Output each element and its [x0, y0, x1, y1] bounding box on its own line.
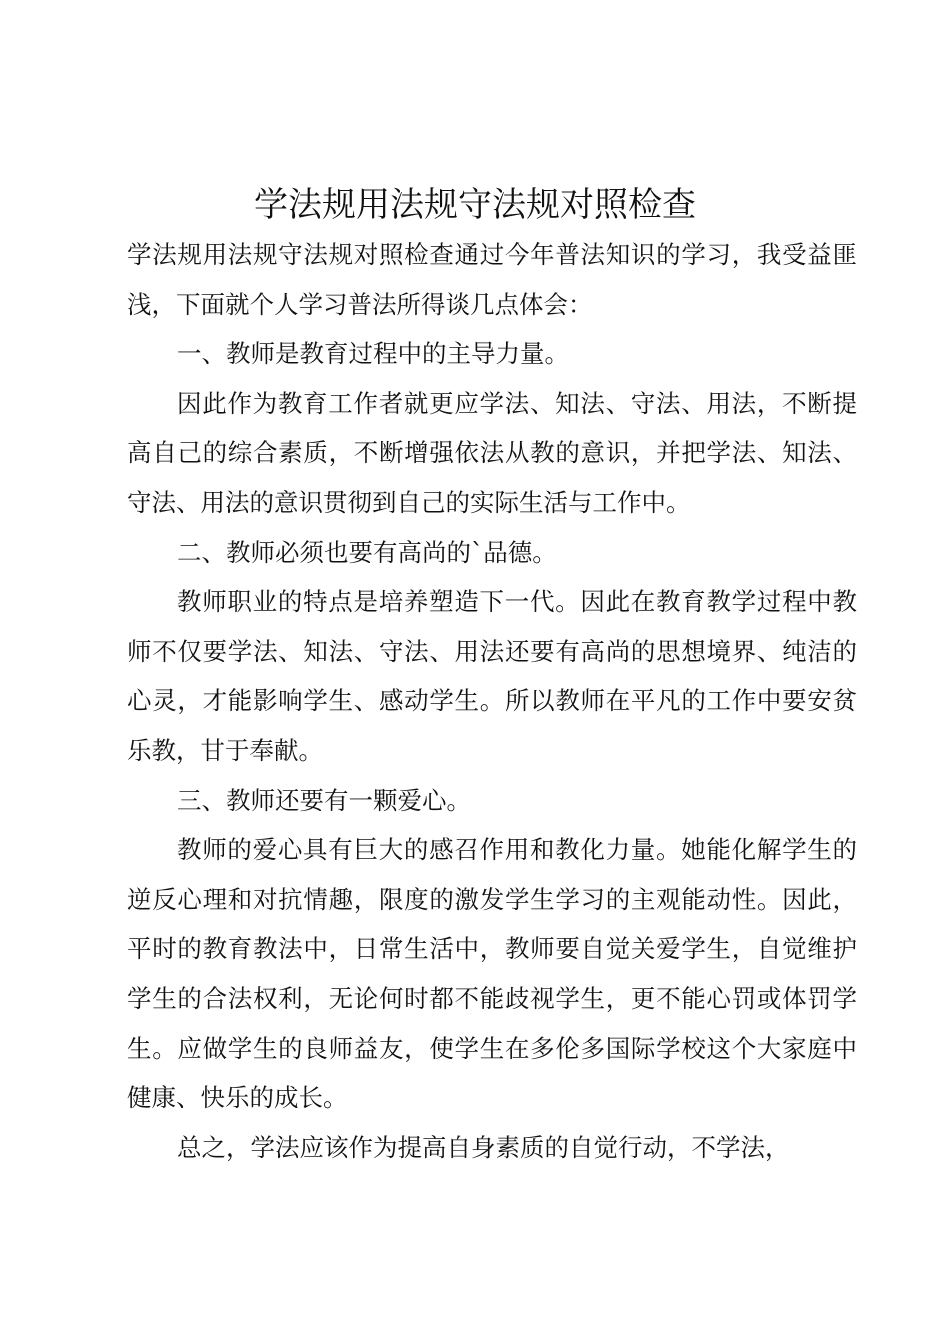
heading-point-two: 二、教师必须也要有高尚的`品德。: [177, 537, 557, 567]
heading-point-three: 三、教师还要有一颗爱心。: [177, 785, 471, 815]
heading-point-one: 一、教师是教育过程中的主导力量。: [177, 339, 569, 369]
document-body: [127, 230, 857, 1172]
paragraph-point-one: 因此作为教育工作者就更应学法、知法、守法、用法，不断提高自己的综合素质，不断增强依法从教的意识，并把学法、知法、守法、用法的意识贯彻到自己的实际生活与工作中。: [127, 388, 857, 517]
document-title: 学法规用法规守法规对照检查: [254, 185, 696, 225]
paragraph-intro: 学法规用法规守法规对照检查通过今年普法知识的学习，我受益匪浅，下面就个人学习普法所得谈几点体会：: [127, 240, 857, 319]
paragraph-point-three: 教师的爱心具有巨大的感召作用和教化力量。她能化解学生的逆反心理和对抗情趣，限度的激发学生学习的主观能动性。因此，平时的教育教法中，日常生活中，教师要自觉关爱学生，自觉维护学生的合法权利，无论何时都不能歧视学生，更不能心罚或体罚学生。应做学生的良师益友，使学生在多伦多国际学校这个大家庭中健康、快乐的成长。: [127, 835, 857, 1113]
paragraph-point-two: 教师职业的特点是培养塑造下一代。因此在教育教学过程中教师不仅要学法、知法、守法、用法还要有高尚的思想境界、纯洁的心灵，才能影响学生、感动学生。所以教师在平凡的工作中要安贫乐教，甘于奉献。: [127, 587, 857, 765]
paragraph-conclusion: 总之，学法应该作为提高自身素质的自觉行动，不学法，: [177, 1132, 790, 1162]
